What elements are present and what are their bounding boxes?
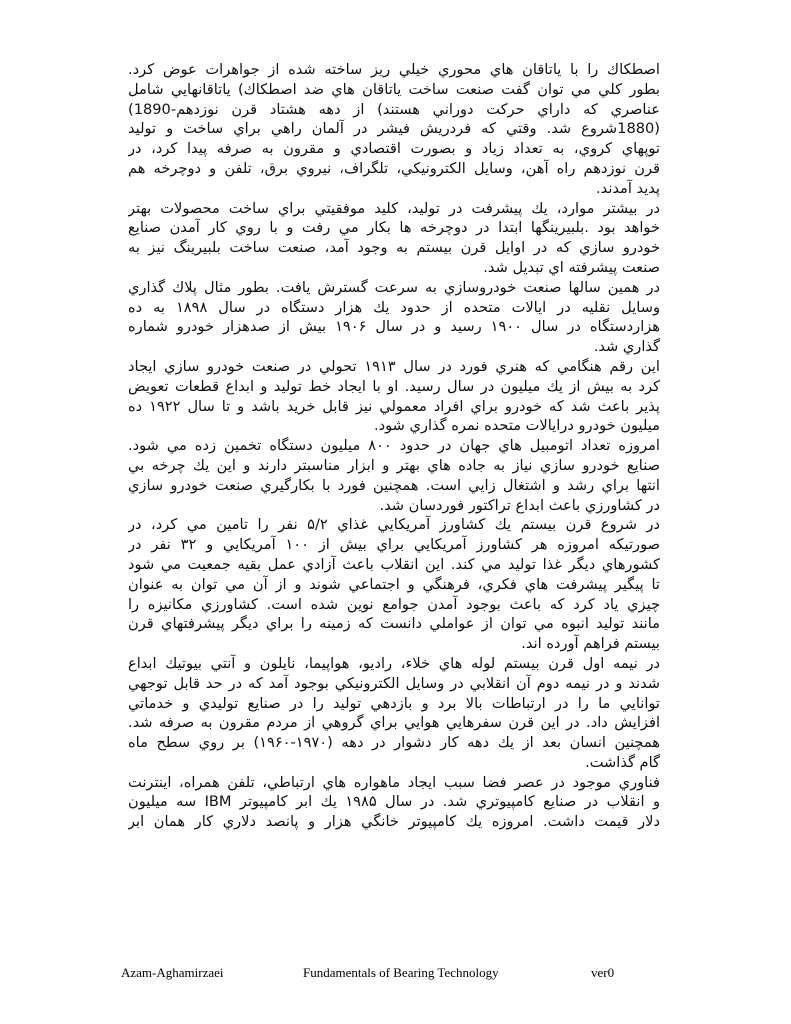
- text-line: اصطكاك را با ياتاقان هاي محوري خيلي ريز ساخته شده از جواهرات عوض كرد.: [128, 61, 660, 78]
- footer-version: ver0: [591, 965, 615, 980]
- text-line: عناصري كه داراي حركت دوراني هستند) از دهه هشتاد قرن نوزدهم-1890): [128, 100, 660, 118]
- text-line: و انقلاب در صنايع كامپيوتري شد. در سال ۱۹۸۵ يك ابر كامپيوتر IBM سه ميليون: [128, 793, 660, 811]
- text-line: گام گذاشت.: [585, 753, 660, 771]
- text-line: صنعت پيشرفته اي تبديل شد.: [483, 258, 660, 276]
- text-line: در كشاورزي باعث ابداع تراكتور فوردسان شد.: [379, 496, 660, 514]
- text-line: در شروع قرن بيستم يك كشاورز آمريكايي غذاي ۵/۲ نفر را تامين مي كرد، در: [128, 516, 660, 534]
- text-line: تا پيگير پيشرفت هاي فكري، فرهنگي و اجتماعي شوند و از آن مي توان به عنوان: [128, 575, 660, 593]
- paragraph: [128, 654, 660, 773]
- text-line: توپهاي كروي، به تعداد زياد و بصورت اقتصادي و مقرون به صرفه پيدا كرد، در: [128, 140, 660, 158]
- text-line: چيزي ياد كرد كه باعث بوجود آمدن جوامع نوين شده است. كشاورزي مكانيزه را: [128, 595, 660, 613]
- text-line: مانند توليد انبوه مي توان از عواملي دانست كه زمينه را براي ديگر پيشرفتهاي قرن: [128, 615, 660, 633]
- text-line: گذاري شد.: [593, 338, 660, 356]
- text-line: صورتيكه امروزه هر كشاورز آمريكايي براي بيش از ۱۰۰ آمريكايي و ۳۲ نفر در: [128, 536, 660, 554]
- text-line: ميليون خودرو درايالات متحده نمره گذاري شود.: [373, 417, 660, 435]
- text-line: قرن نوزدهم راه آهن، وسايل الكترونيكي، تلگراف، نيروي برق، تلفن و دوچرخه هم: [128, 159, 660, 177]
- text-line: امروزه تعداد اتومبيل هاي جهان در حدود ۸۰۰ ميليون دستگاه تخمين زده مي شود.: [128, 437, 660, 455]
- text-line: پذير باعث شد كه خودرو براي افراد معمولي نيز قابل خريد باشد و تا سال ۱۹۲۲ ده: [128, 397, 660, 415]
- document-body: [128, 60, 660, 832]
- text-line: خودرو سازي كه در اوايل قرن بيستم به وجود آمد، صنعت ساخت بلبيرينگ نيز به: [128, 239, 660, 257]
- text-line: در نيمه اول قرن بيستم لوله هاي خلاء، راديو، هواپيما، نايلون و آنتي بيوتيك ابداع: [128, 654, 660, 672]
- paragraph: [128, 773, 660, 832]
- footer-title: Fundamentals of Bearing Technology: [303, 965, 499, 980]
- text-line: دلار قيمت داشت. امروزه يك كامپيوتر خانگي هزار و پانصد دلاري كار همان ابر: [128, 813, 660, 831]
- text-line: (1880شروع شد. وقتي كه فردريش فيشر در آلمان راهي براي ساخت و توليد: [128, 120, 660, 138]
- text-line: در بيشتر موارد، يك پيشرفت در توليد، كليد موفقيتي براي ساخت محصولات بهتر: [128, 199, 660, 217]
- paragraph: [128, 357, 660, 436]
- text-line: فناوري موجود در عصر فضا سبب ايجاد ماهواره هاي ارتباطي، تلفن همراه، اينترنت: [128, 773, 660, 791]
- paragraph: [128, 436, 660, 515]
- text-line: شدند و در نيمه دوم آن انقلابي در وسايل الكترونيكي بوجود آمد كه در حد قابل توجهي: [128, 674, 660, 692]
- text-line: انتها براي رشد و اشتغال زايي است. همچنين فورد با بكارگيري صنعت خودرو سازي: [128, 476, 660, 494]
- text-line: هزاردستگاه در سال ۱۹۰۰ رسيد و در سال ۱۹۰۶ بيش از صدهزار خودرو شماره: [128, 318, 660, 336]
- paragraph: [128, 515, 660, 654]
- text-line: بطور كلي مي توان گفت صنعت ساخت ياتاقان هاي ضد اصطكاك) ياتاقانهايي شامل: [128, 80, 660, 98]
- text-line: اين رقم هنگامي كه هنري فورد در سال ۱۹۱۳ تحولي در صنعت خودرو سازي ايجاد: [128, 357, 660, 375]
- text-line: بيستم فراهم آورده اند.: [521, 635, 660, 653]
- page-footer: [0, 965, 791, 985]
- text-line: خواهد بود .بلبيرينگها ابتدا در دوچرخه ها بكار مي رفت و با روي كار آمدن صنايع: [128, 219, 660, 237]
- text-line: توانايي ما را در ارتباطات بالا برد و بازدهي توليد را در صنايع توليدي و خدماتي: [128, 694, 660, 712]
- text-line: وسايل نقليه در ايالات متحده از حدود يك هزار دستگاه در سال ۱۸۹۸ به ده: [128, 298, 660, 316]
- text-line: همچنين انسان بعد از يك دهه كار دشوار در دهه (۱۹۷۰-۱۹۶۰) بر روي سطح ماه: [128, 734, 660, 752]
- text-line: در همين سالها صنعت خودروسازي به سرعت گسترش يافت. بطور مثال پلاك گذاري: [128, 278, 660, 296]
- paragraph: [128, 60, 660, 199]
- footer-author: Azam-Aghamirzaei: [121, 965, 224, 980]
- text-line: كشورهاي ديگر غذا توليد مي كند. اين انقلاب باعث آزادي عمل بقيه جمعيت مي شود: [128, 555, 660, 573]
- text-line: كرد به بيش از يك ميليون در سال رسيد. او با ايجاد خط توليد و ابداع قطعات تعويض: [128, 377, 660, 395]
- paragraph: [128, 199, 660, 278]
- paragraph: [128, 278, 660, 357]
- text-line: افزايش داد. در اين قرن سفرهايي هوايي براي گروهي از مردم مقرون به صرفه شد.: [128, 714, 660, 732]
- text-line: پديد آمدند.: [596, 179, 660, 197]
- text-line: صنايع خودرو سازي نياز به جاده هاي بهتر و ابزار مناسبتر دارند و اين يك چرخه بي: [128, 456, 660, 474]
